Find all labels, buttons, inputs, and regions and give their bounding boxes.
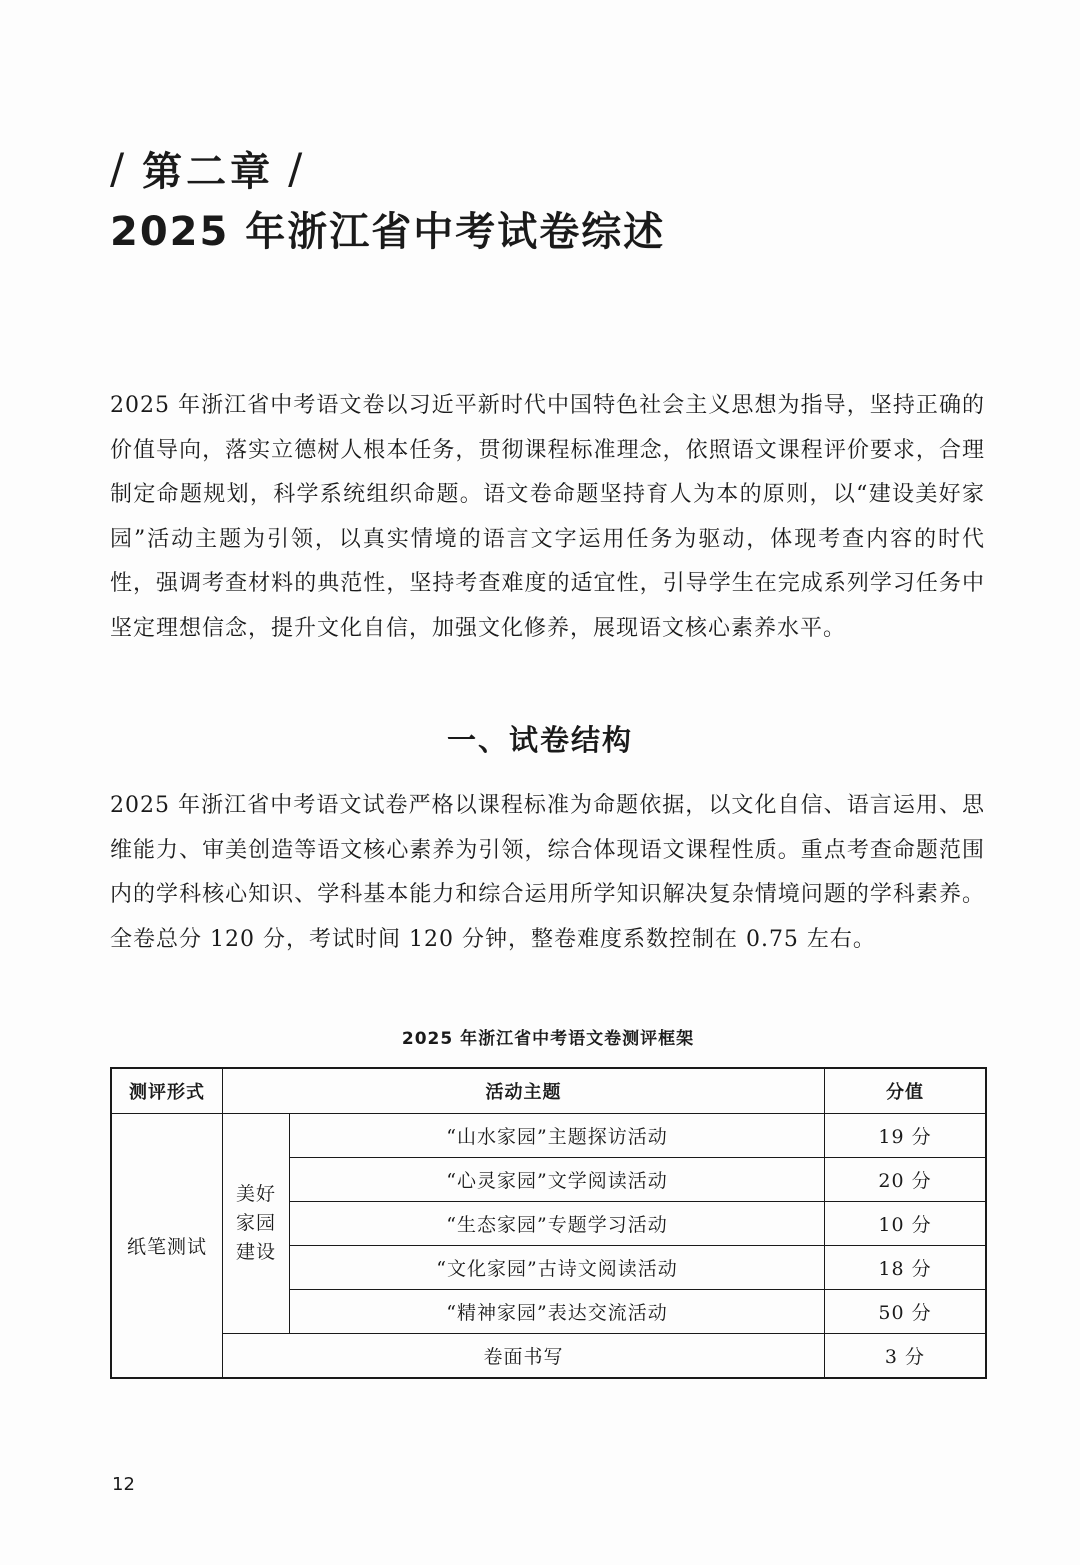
score-cell: 10 分	[825, 1202, 987, 1246]
group-cell	[223, 1114, 290, 1334]
structure-paragraph: 2025 年浙江省中考语文试卷严格以课程标准为命题依据，以文化自信、语言运用、思维能力、审美创造等语文核心素养为引领，综合体现语文课程性质。重点考查命题范围内的学科核心知识、学科基本能力和综合运用所学知识解决复杂情境问题的学科素养。全卷总分 120 分，考试时间 120 分钟，整卷难度系数控制在 0.75 左右。	[110, 793, 985, 952]
activity-cell: “心灵家园”文学阅读活动	[290, 1158, 825, 1202]
table-caption: 2025 年浙江省中考语文卷测评框架	[401, 1029, 695, 1049]
score-cell: 19 分	[825, 1114, 987, 1158]
header-score: 分值	[825, 1068, 987, 1114]
activity-cell: “生态家园”专题学习活动	[290, 1202, 825, 1246]
activity-cell: 卷面书写	[223, 1334, 825, 1379]
intro-paragraph: 2025 年浙江省中考语文卷以习近平新时代中国特色社会主义思想为指导，坚持正确的价值导向，落实立德树人根本任务，贯彻课程标准理念，依照语文课程评价要求，合理制定命题规划，科学系统组织命题。语文卷命题坚持育人为本的原则，以“建设美好家园”活动主题为引领，以真实情境的语言文字运用任务为驱动，体现考查内容的时代性，强调考查材料的典范性，坚持考查难度的适宜性，引导学生在完成系列学习任务中坚定理想信念，提升文化自信，加强文化修养，展现语文核心素养水平。	[110, 393, 985, 641]
table-header-row	[111, 1068, 986, 1114]
table-row	[111, 1114, 986, 1158]
chapter-slash-right: /	[288, 144, 307, 193]
group-line: 家园	[235, 1212, 276, 1234]
form-cell: 纸笔测试	[111, 1114, 223, 1379]
section-heading: 一、试卷结构	[446, 723, 633, 757]
chapter-slash-left: /	[110, 144, 129, 193]
table-row	[111, 1334, 986, 1379]
score-cell: 18 分	[825, 1246, 987, 1290]
activity-cell: “山水家园”主题探访活动	[290, 1114, 825, 1158]
page-number: 12	[112, 1474, 135, 1495]
chapter-number: 第二章	[142, 149, 275, 195]
activity-cell: “精神家园”表达交流活动	[290, 1290, 825, 1334]
header-theme: 活动主题	[223, 1068, 825, 1114]
score-cell: 20 分	[825, 1158, 987, 1202]
score-cell: 3 分	[825, 1334, 987, 1379]
group-line: 美好	[235, 1183, 276, 1205]
header-form: 测评形式	[111, 1068, 223, 1114]
activity-cell: “文化家园”古诗文阅读活动	[290, 1246, 825, 1290]
score-cell: 50 分	[825, 1290, 987, 1334]
chapter-title: 2025 年浙江省中考试卷综述	[110, 209, 666, 255]
chapter-label	[110, 140, 306, 197]
group-line: 建设	[235, 1241, 276, 1263]
assessment-framework-table	[110, 1067, 987, 1379]
